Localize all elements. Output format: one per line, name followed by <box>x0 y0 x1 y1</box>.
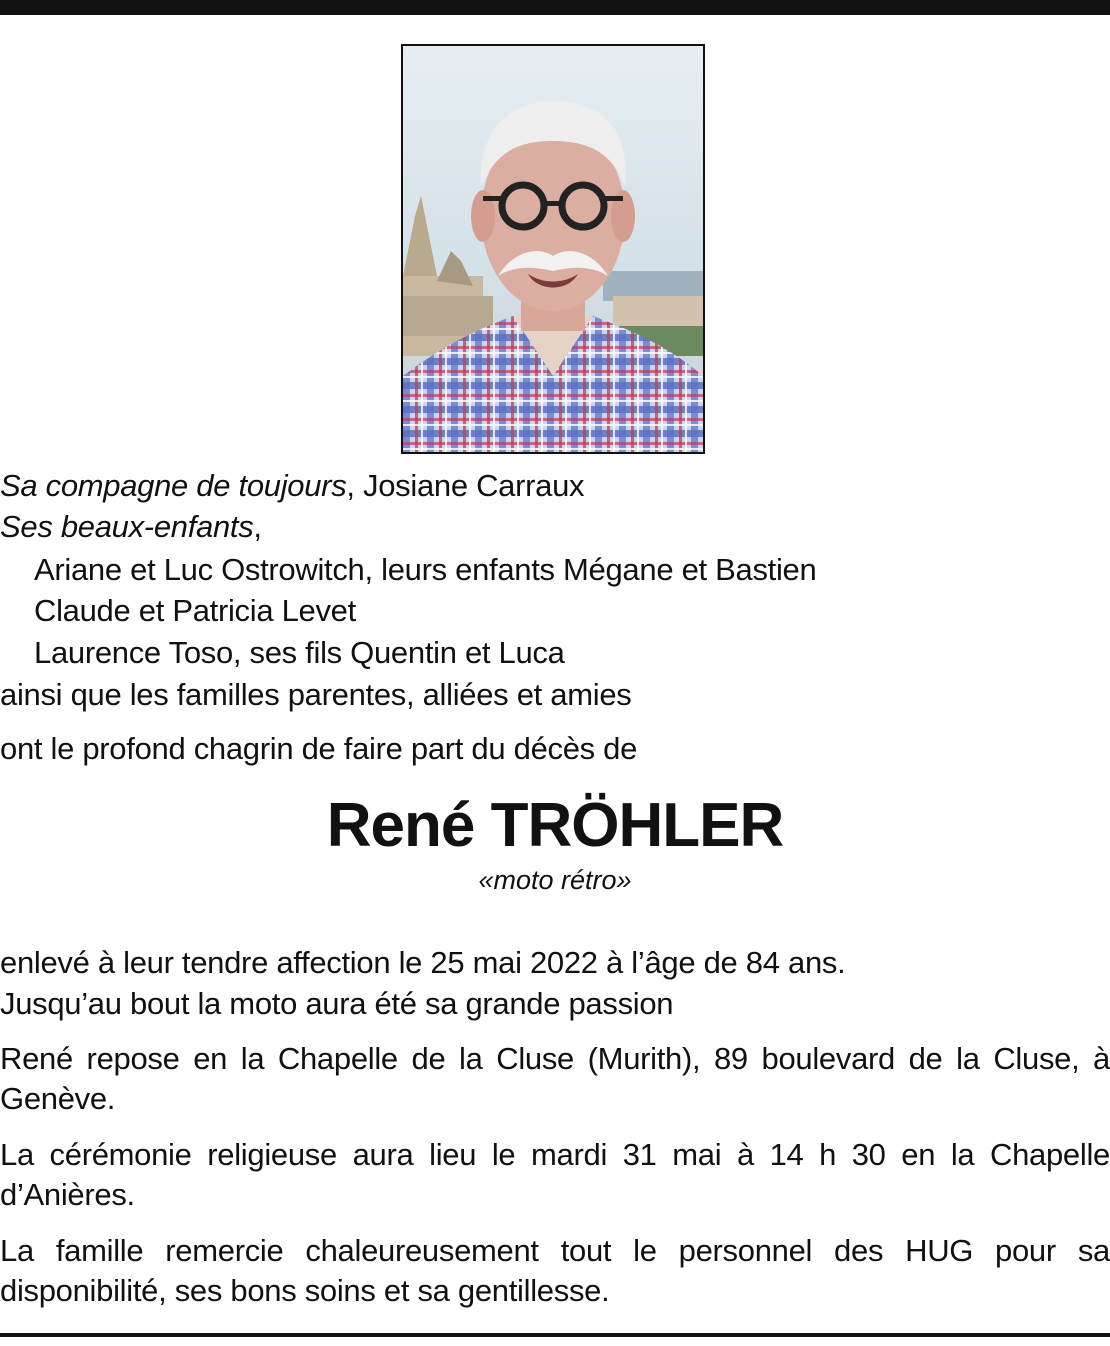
relatives-line: ainsi que les familles parentes, alliées et amies <box>0 677 632 712</box>
bottom-rule <box>0 1333 1110 1337</box>
companion-label: Sa compagne de toujours <box>0 468 347 503</box>
stepchildren-label: Ses beaux-enfants <box>0 509 254 544</box>
rest-paragraph: René repose en la Chapelle de la Cluse (Murith), 89 boulevard de la Cluse, à Genève. <box>0 1041 1110 1116</box>
death-date-line: enlevé à leur tendre affection le 25 mai 2022 à l’âge de 84 ans. <box>0 945 846 980</box>
announcement-line: ont le profond chagrin de faire part du décès de <box>0 731 638 766</box>
passion-line: Jusqu’au bout la moto aura été sa grande passion <box>0 986 674 1021</box>
deceased-nickname: «moto rétro» <box>478 865 632 895</box>
family-member: Claude et Patricia Levet <box>34 593 356 628</box>
portrait-image <box>403 46 703 452</box>
family-member: Ariane et Luc Ostrowitch, leurs enfants Mégane et Bastien <box>34 552 817 587</box>
top-rule <box>0 0 1110 15</box>
stepchildren-line <box>0 507 262 547</box>
stepchildren-comma: , <box>253 509 262 544</box>
companion-name: , Josiane Carraux <box>346 468 585 503</box>
ceremony-paragraph: La cérémonie religieuse aura lieu le mardi 31 mai à 14 h 30 en la Chapelle d’Anières. <box>0 1137 1110 1212</box>
deceased-name: René TRÖHLER <box>326 791 784 860</box>
portrait-photo <box>401 44 705 454</box>
family-member: Laurence Toso, ses fils Quentin et Luca <box>34 635 565 670</box>
companion-line <box>0 466 584 506</box>
thanks-paragraph: La famille remercie chaleureusement tout le personnel des HUG pour sa disponibilité, ses bons soins et sa gentillesse. <box>0 1233 1110 1308</box>
